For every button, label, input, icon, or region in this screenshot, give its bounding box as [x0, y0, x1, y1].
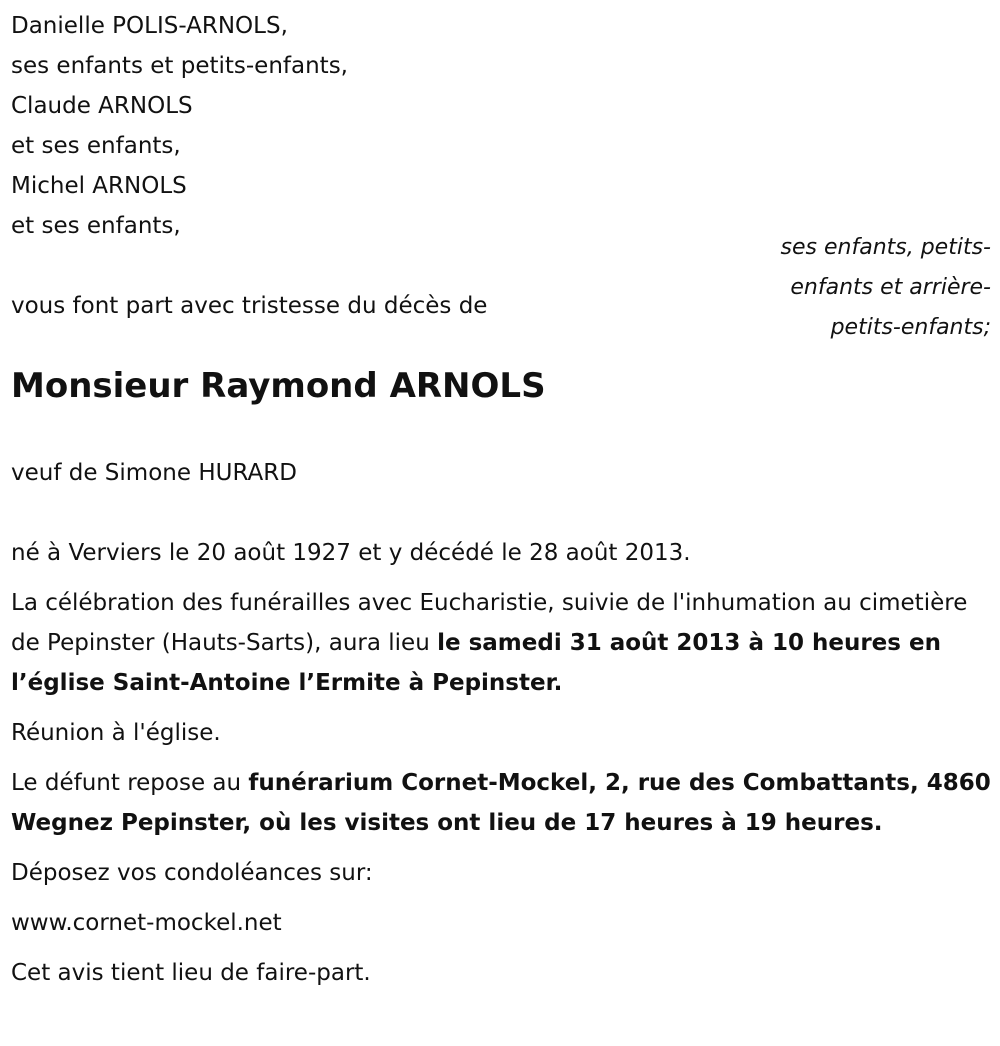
reunion-text: Réunion à l'église.	[11, 720, 221, 746]
details-section	[11, 533, 991, 1003]
family-line: Michel ARNOLS	[11, 173, 187, 199]
side-note: ses enfants, petits-enfants et arrière-petits-enfants;	[780, 235, 991, 340]
family-line: et ses enfants,	[11, 133, 181, 159]
deceased-name: Monsieur Raymond ARNOLS	[11, 366, 546, 406]
widow-of: veuf de Simone HURARD	[11, 460, 297, 486]
family-line: Claude ARNOLS	[11, 93, 193, 119]
birth-death: né à Verviers le 20 août 1927 et y décédé le 28 août 2013.	[11, 540, 691, 566]
condolences-label: Déposez vos condoléances sur:	[11, 860, 373, 886]
family-line: ses enfants et petits-enfants,	[11, 53, 348, 79]
repose-paragraph	[11, 763, 991, 843]
ceremony-bold: le samedi 31 août 2013 à 10 heures en l’église Saint-Antoine l’Ermite à Pepinster.	[11, 630, 941, 696]
intro-text: vous font part avec tristesse du décès de	[11, 293, 488, 319]
family-line: et ses enfants,	[11, 213, 181, 239]
repose-text: Le défunt repose au	[11, 770, 249, 796]
family-list	[11, 6, 348, 246]
family-line: Danielle POLIS-ARNOLS,	[11, 13, 288, 39]
repose-bold: funérarium Cornet-Mockel, 2, rue des Combattants, 4860 Wegnez Pepinster, où les visites ont lieu de 17 heures à 19 heures.	[11, 770, 991, 836]
ceremony-paragraph	[11, 583, 991, 703]
website-link[interactable]: www.cornet-mockel.net	[11, 910, 282, 936]
ceremony-text: La célébration des funérailles avec Eucharistie, suivie de l'inhumation au cimetière de Pepinster (Hauts-Sarts), aura lieu	[11, 590, 968, 656]
closing-text: Cet avis tient lieu de faire-part.	[11, 960, 371, 986]
